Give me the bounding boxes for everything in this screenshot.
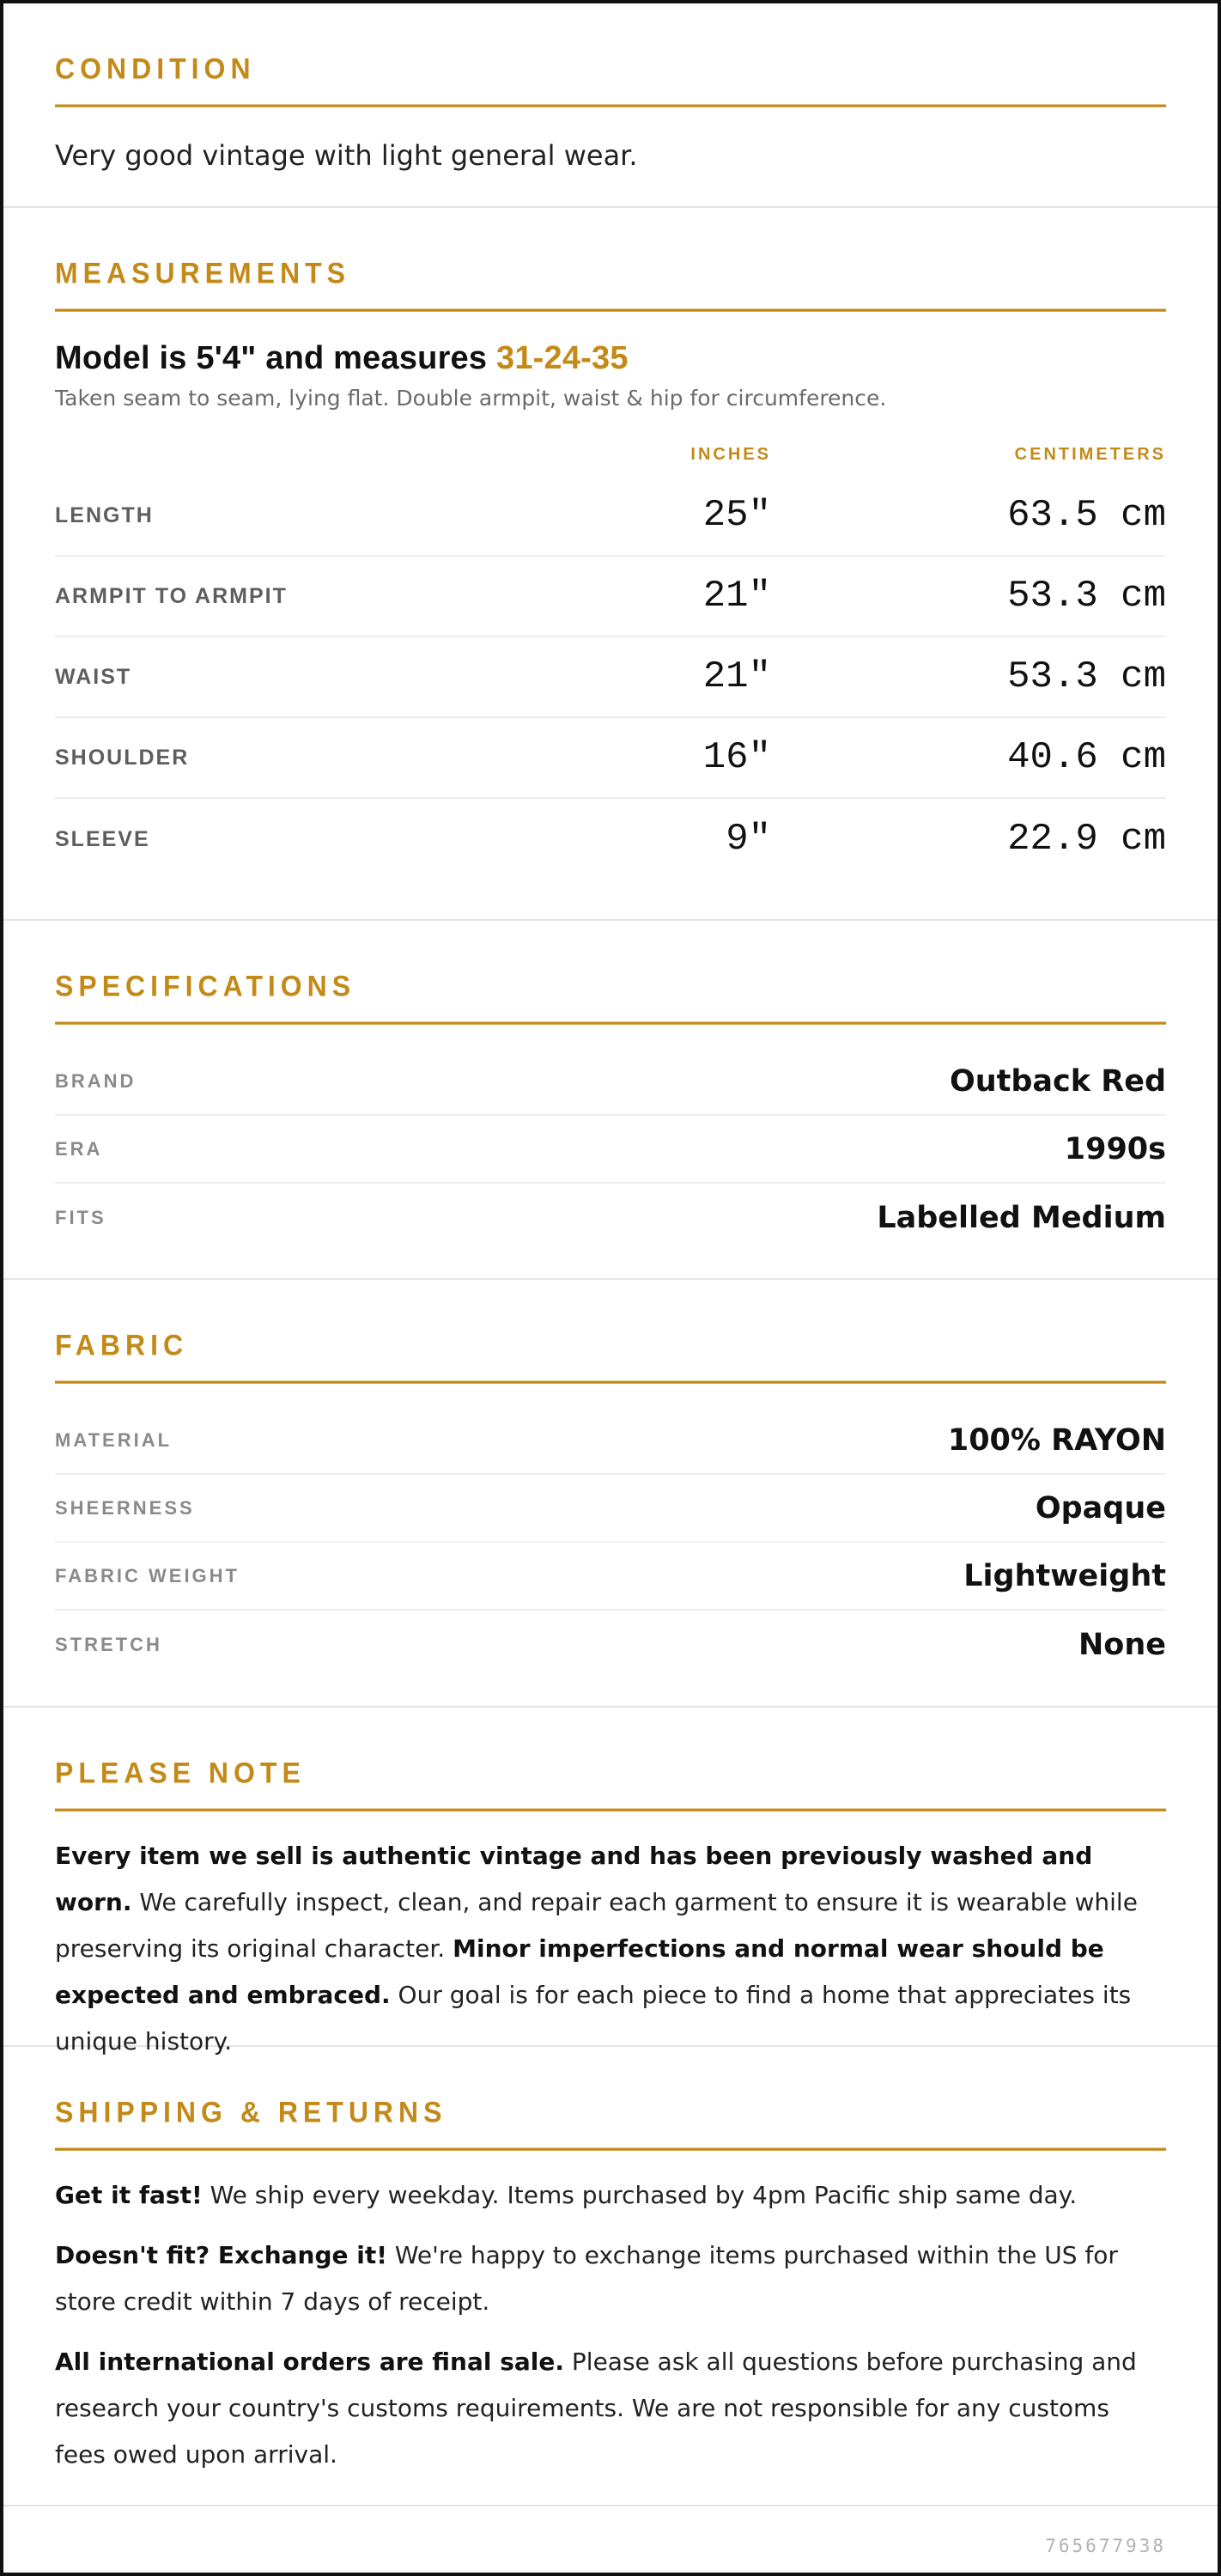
condition-heading: CONDITION [55, 52, 1166, 107]
spec-key: FITS [55, 1206, 106, 1228]
note-text-1: We carefully inspect, clean, and repair each garment to ensure it is wearable while preserving its original character. [55, 1888, 1138, 1963]
measurement-row [55, 557, 1166, 637]
fabric-key: FABRIC WEIGHT [55, 1564, 240, 1586]
measurement-inches: 25" [702, 494, 771, 537]
specifications-list [55, 1048, 1166, 1251]
fabric-key: STRETCH [55, 1633, 162, 1655]
fabric-key: MATERIAL [55, 1428, 173, 1451]
model-prefix: Model is 5'4" and measures [55, 340, 496, 376]
fabric-heading: FABRIC [55, 1328, 1166, 1384]
please-note-section [3, 1708, 1218, 2055]
fabric-value: 100% RAYON [947, 1422, 1166, 1458]
measurement-label: LENGTH [55, 502, 154, 527]
spec-value: Labelled Medium [877, 1200, 1166, 1235]
specifications-heading: SPECIFICATIONS [55, 969, 1166, 1025]
measurement-label: SHOULDER [55, 745, 190, 770]
measurement-label: ARMPIT TO ARMPIT [55, 583, 288, 608]
fabric-value: None [1078, 1627, 1166, 1662]
model-measurements [55, 340, 1166, 377]
fabric-key: SHEERNESS [55, 1496, 195, 1519]
product-details-card [3, 3, 1218, 2573]
note-bold-2: Minor imperfections and normal wear should be expected and embraced. [55, 1934, 1104, 2009]
exchange-bold: Doesn't fit? Exchange it! [55, 2241, 387, 2269]
measurement-cm: 40.6 cm [1007, 736, 1166, 779]
note-bold-1: Every item we sell is authentic vintage and has been previously washed and worn. [55, 1842, 1093, 1916]
measurement-row [55, 799, 1166, 880]
measurement-row [55, 637, 1166, 718]
international-paragraph [55, 2339, 1166, 2478]
spec-value: 1990s [1064, 1131, 1166, 1166]
fabric-value: Opaque [1035, 1490, 1166, 1526]
measurements-subtitle: Taken seam to seam, lying flat. Double armpit, waist & hip for circumference. [55, 386, 887, 411]
exchange-text: We're happy to exchange items purchased within the US for store credit within 7 days of receipt. [55, 2241, 1118, 2316]
product-sku: 765677938 [1045, 2536, 1166, 2556]
fabric-row [55, 1407, 1166, 1475]
measurement-cm: 22.9 cm [1007, 818, 1166, 861]
measurement-label: WAIST [55, 664, 132, 689]
measurement-inches: 21" [702, 655, 771, 698]
model-measures-value: 31-24-35 [495, 340, 629, 376]
spec-row [55, 1116, 1166, 1184]
measurements-table-header [55, 445, 1166, 476]
fabric-value: Lightweight [963, 1558, 1166, 1593]
shipping-paragraph [55, 2172, 1166, 2219]
measurement-row [55, 476, 1166, 557]
specifications-section [3, 921, 1218, 1280]
measurement-inches: 21" [702, 575, 771, 618]
fabric-row [55, 1475, 1166, 1543]
note-paragraph [55, 1833, 1166, 2065]
measurement-label: SLEEVE [55, 826, 150, 851]
measurement-cm: 53.3 cm [1007, 655, 1166, 698]
measurements-table [55, 476, 1166, 880]
measurement-cm: 53.3 cm [1007, 575, 1166, 618]
spec-row [55, 1184, 1166, 1251]
condition-text: Very good vintage with light general wear. [55, 139, 638, 172]
shipping-text: We ship every weekday. Items purchased by 4pm Pacific ship same day. [202, 2181, 1078, 2209]
shipping-returns-section [3, 2047, 1218, 2506]
international-bold: All international orders are final sale. [55, 2348, 565, 2376]
fabric-section [3, 1280, 1218, 1708]
column-header-centimeters: CENTIMETERS [1014, 445, 1166, 464]
measurements-section [3, 208, 1218, 921]
international-text: Please ask all questions before purchasing and research your country's customs requirements. We are not responsible for any customs fees owed upon arrival. [55, 2348, 1137, 2469]
measurement-cm: 63.5 cm [1007, 494, 1166, 537]
spec-key: BRAND [55, 1069, 137, 1092]
please-note-heading: PLEASE NOTE [55, 1756, 1166, 1812]
spec-row [55, 1048, 1166, 1116]
measurement-inches: 9" [726, 818, 771, 861]
shipping-returns-heading: SHIPPING & RETURNS [55, 2095, 1166, 2151]
spec-key: ERA [55, 1137, 103, 1160]
measurements-heading: MEASUREMENTS [55, 256, 1166, 312]
spec-value: Outback Red [949, 1063, 1166, 1099]
fabric-list [55, 1407, 1166, 1678]
column-header-inches: INCHES [690, 445, 771, 464]
condition-section [3, 3, 1218, 208]
shipping-bold: Get it fast! [55, 2181, 203, 2209]
measurement-inches: 16" [702, 736, 771, 779]
fabric-row [55, 1543, 1166, 1611]
exchange-paragraph [55, 2232, 1166, 2325]
note-text-2: Our goal is for each piece to find a home that appreciates its unique history. [55, 1981, 1132, 2055]
measurement-row [55, 718, 1166, 799]
footer [3, 2506, 1218, 2573]
fabric-row [55, 1611, 1166, 1678]
